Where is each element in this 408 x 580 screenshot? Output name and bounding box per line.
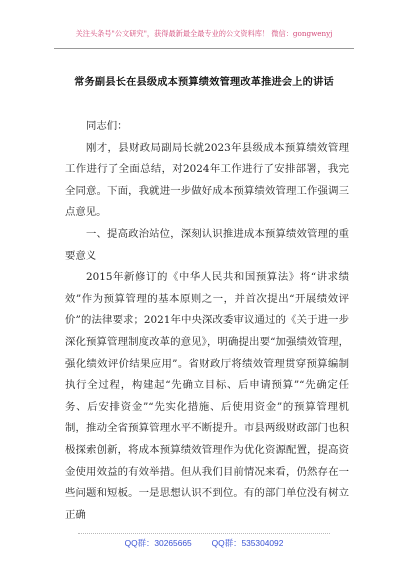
document-title: 常务副县长在县级成本预算绩效管理改革推进会上的讲话 xyxy=(74,76,334,88)
document-body xyxy=(65,116,349,526)
footer-qq-group-1: QQ群：30265665 xyxy=(124,538,192,548)
paragraph-opening: 刚才，县财政局副局长就2023年县级成本预算绩效管理工作进行了全面总结，对2024年工作进行了安排部署，我完全同意。下面，我就进一步做好成本预算绩效管理工作强调三点意见。 xyxy=(65,141,349,219)
footer-divider xyxy=(78,533,330,534)
footer-qq-group-2: QQ群：535304092 xyxy=(211,538,284,548)
salutation: 同志们： xyxy=(86,120,128,132)
header-divider xyxy=(54,48,354,49)
header-notice: 关注头条号"公文研究"，获得最新最全最专业的公文资料库！ 微信：gongwenyj xyxy=(75,29,333,38)
footer xyxy=(0,537,408,549)
paragraph-section-1: 2015年新修订的《中华人民共和国预算法》将“讲求绩效”作为预算管理的基本原则之一，并首次提出“开展绩效评价”的法律要求；2021年中央深改委审议通过的《关于进一步深化预算管理制度改革的意见》，明确提出要“加强绩效管理，强化绩效评价结果应用”。省财政厅将绩效管理贯穿预算编制执行全过程，构建起“先确立目标、后申请预算”“先确定任务、后安排资金”“先实化措施、后使用资金”的预算管理机制，推动全省预算管理水平不断提升。市县两级财政部门也积极探索创新，将成本预算绩效管理作为优化资源配置，提高资金使用效益的有效举措。但从我们目前情况来看，仍然存在一些问题和短板。一是思想认识不到位。有的部门单位没有树立正确 xyxy=(65,271,349,521)
section-heading-1: 一、提高政治站位，深刻认识推进成本预算绩效管理的重要意义 xyxy=(65,227,349,262)
